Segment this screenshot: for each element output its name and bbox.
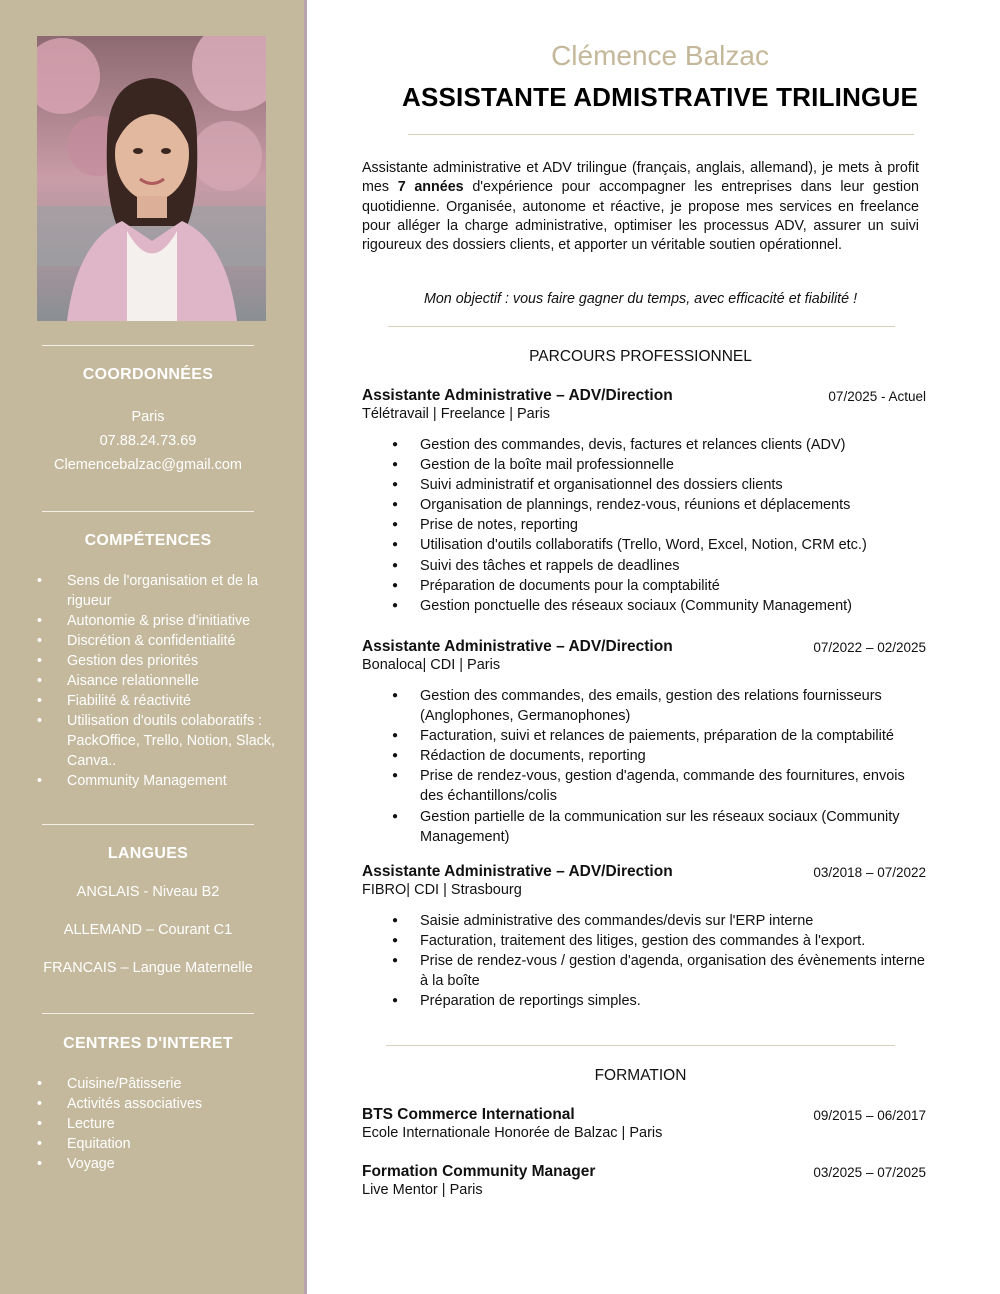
contact-heading: COORDONNÉES	[82, 366, 214, 383]
task-item: ● Organisation de plannings, rendez-vous, réunions et déplacements	[392, 495, 932, 515]
profile-photo	[37, 36, 266, 321]
education-title: Formation Community Manager	[362, 1163, 596, 1180]
task-item: ● Préparation de reportings simples.	[392, 991, 932, 1011]
skill-item: • Utilisation d'outils colaboratifs : PackOffice, Trello, Notion, Slack, Canva..	[37, 711, 287, 771]
summary-highlight: 7 années	[397, 179, 464, 196]
job-title: Assistante Administrative – ADV/Direction	[362, 387, 673, 404]
skill-item: • Sens de l'organisation et de la rigueur	[37, 571, 287, 611]
task-item: ● Gestion partielle de la communication sur les réseaux sociaux (Community Management)	[392, 807, 932, 847]
task-item: ● Utilisation d'outils collaboratifs (Trello, Word, Excel, Notion, CRM etc.)	[392, 535, 932, 555]
task-item: ● Saisie administrative des commandes/devis sur l'ERP interne	[392, 911, 932, 931]
education-date: 09/2015 – 06/2017	[813, 1108, 926, 1123]
skill-item: • Discrétion & confidentialité	[37, 631, 287, 651]
task-item: ● Suivi des tâches et rappels de deadlines	[392, 556, 932, 576]
profile-objective: Mon objectif : vous faire gagner du temps, avec efficacité et fiabilité !	[423, 291, 858, 307]
job-details: Bonaloca| CDI | Paris	[362, 657, 501, 673]
profile-summary	[362, 159, 919, 255]
education-title: BTS Commerce International	[362, 1106, 575, 1123]
job-headline: ASSISTANTE ADMISTRATIVE TRILINGUE	[401, 82, 918, 112]
languages-heading: LANGUES	[107, 845, 189, 862]
job-date: 07/2022 – 02/2025	[813, 640, 926, 655]
task-item: ● Facturation, suivi et relances de paiements, préparation de la comptabilité	[392, 726, 932, 746]
task-item: ● Gestion des commandes, devis, factures et relances clients (ADV)	[392, 435, 932, 455]
job-details: FIBRO| CDI | Strasbourg	[362, 882, 522, 898]
job-title: Assistante Administrative – ADV/Direction	[362, 863, 673, 880]
task-item: ● Gestion des commandes, des emails, gestion des relations fournisseurs (Anglophones, Germanophones)	[392, 686, 932, 726]
sidebar-divider	[42, 345, 254, 346]
skill-item: • Community Management	[37, 771, 287, 791]
skill-item: • Fiabilité & réactivité	[37, 691, 287, 711]
summary-text: Assistante administrative et ADV trilingue (français, anglais, allemand), je mets à profit mes	[362, 160, 919, 196]
education-school: Live Mentor | Paris	[362, 1182, 483, 1198]
job-title: Assistante Administrative – ADV/Direction	[362, 638, 673, 655]
sidebar	[0, 0, 307, 1294]
interests-list	[37, 1074, 287, 1174]
contact-email: Clemencebalzac@gmail.com	[54, 457, 242, 473]
job-tasks	[392, 686, 932, 847]
education-heading: FORMATION	[594, 1067, 687, 1084]
interest-item: • Equitation	[37, 1134, 287, 1154]
language-item: ANGLAIS - Niveau B2	[76, 884, 220, 900]
task-item: ● Prise de rendez-vous, gestion d'agenda, commande des fournitures, envois des échantillons/colis	[392, 766, 932, 806]
task-item: ● Gestion de la boîte mail professionnelle	[392, 455, 932, 475]
contact-phone: 07.88.24.73.69	[99, 433, 197, 449]
task-item: ● Suivi administratif et organisationnel des dossiers clients	[392, 475, 932, 495]
task-item: ● Prise de rendez-vous / gestion d'agenda, organisation des évènements interne à la boîte	[392, 951, 932, 991]
header-divider	[408, 134, 914, 135]
sidebar-divider	[42, 1013, 254, 1014]
task-item: ● Facturation, traitement des litiges, gestion des commandes à l'export.	[392, 931, 932, 951]
interest-item: • Lecture	[37, 1114, 287, 1134]
skills-list	[37, 571, 287, 791]
interest-item: • Activités associatives	[37, 1094, 287, 1114]
task-item: ● Prise de notes, reporting	[392, 515, 932, 535]
sidebar-divider	[42, 511, 254, 512]
job-date: 07/2025 - Actuel	[828, 389, 926, 404]
experience-heading: PARCOURS PROFESSIONNEL	[529, 348, 752, 365]
language-item: ALLEMAND – Courant C1	[63, 922, 233, 938]
job-tasks	[392, 435, 932, 616]
person-name: Clémence Balzac	[551, 40, 769, 71]
interest-item: • Voyage	[37, 1154, 287, 1174]
contact-city: Paris	[131, 409, 165, 425]
interest-item: • Cuisine/Pâtisserie	[37, 1074, 287, 1094]
skill-item: • Aisance relationnelle	[37, 671, 287, 691]
task-item: ● Gestion ponctuelle des réseaux sociaux (Community Management)	[392, 596, 932, 616]
job-tasks	[392, 911, 932, 1011]
profile-photo-illustration	[37, 36, 266, 321]
interests-heading: CENTRES D'INTERET	[63, 1035, 233, 1052]
skills-heading: COMPÉTENCES	[84, 532, 212, 549]
skill-item: • Gestion des priorités	[37, 651, 287, 671]
task-item: ● Préparation de documents pour la comptabilité	[392, 576, 932, 596]
skill-item: • Autonomie & prise d'initiative	[37, 611, 287, 631]
section-divider	[386, 1045, 895, 1046]
language-item: FRANCAIS – Langue Maternelle	[43, 960, 253, 976]
section-divider	[388, 326, 895, 327]
task-item: ● Rédaction de documents, reporting	[392, 746, 932, 766]
job-date: 03/2018 – 07/2022	[813, 865, 926, 880]
sidebar-divider	[42, 824, 254, 825]
education-date: 03/2025 – 07/2025	[813, 1165, 926, 1180]
education-school: Ecole Internationale Honorée de Balzac | Paris	[362, 1125, 663, 1141]
job-details: Télétravail | Freelance | Paris	[362, 406, 551, 422]
summary-text: d'expérience pour accompagner les entreprises dans leur gestion quotidienne. Organisée, autonome et réactive, je propose mes services en freelance pour alléger la charge administrative, optimiser les processus ADV, assurer un suivi rigoureux des dossiers clients, et apporter un véritable soutien opérationnel.	[362, 179, 919, 254]
